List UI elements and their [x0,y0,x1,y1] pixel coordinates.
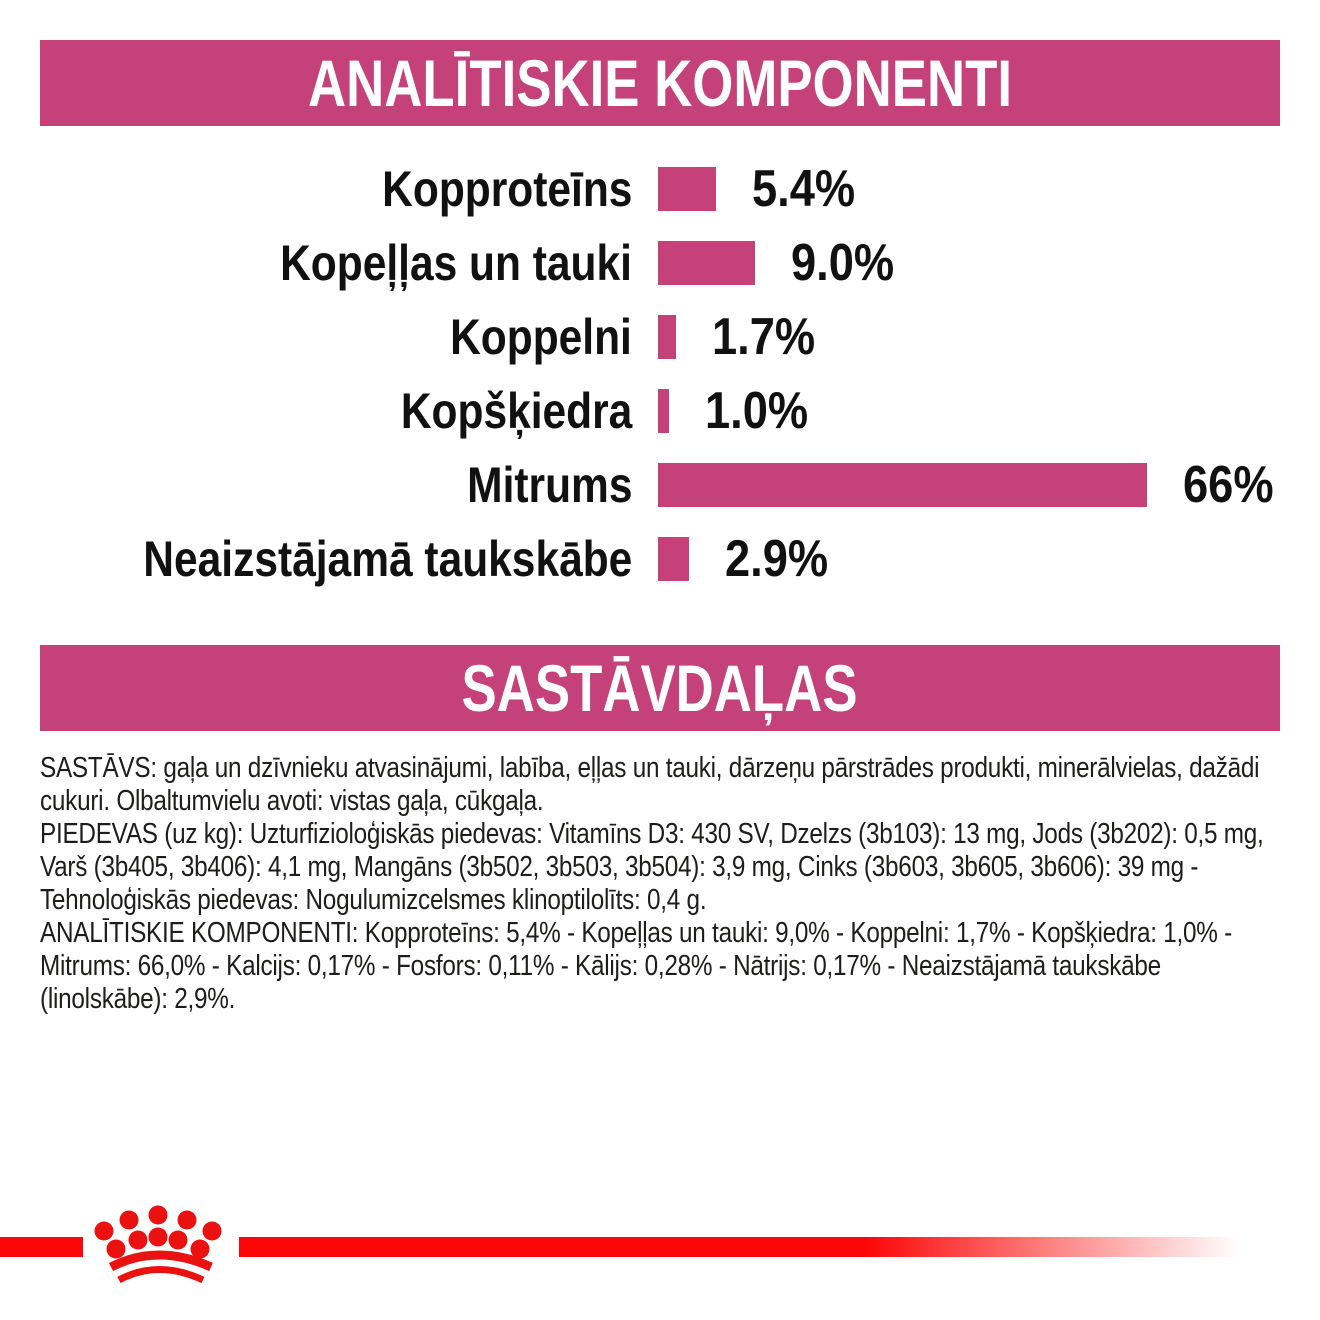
chart-category-label: Kopproteīns [381,161,632,217]
chart-bar [658,537,689,581]
chart-value-label: 2.9% [725,530,829,588]
footer-stripe-left [0,1237,83,1257]
chart-category-label: Neaizstājamā taukskābe [142,531,632,587]
chart-row [40,152,1300,226]
ingredients-title: SASTĀVDAĻAS [461,651,859,725]
chart-value-label: 9.0% [791,234,895,292]
chart-value-label: 1.0% [704,382,808,440]
analytical-components-banner [40,40,1280,126]
chart-category-label: Kopšķiedra [400,383,632,439]
chart-category-label: Koppelni [450,309,632,365]
analytical-components-bar-chart [40,152,1300,596]
analytical-constituents-paragraph: ANALĪTISKIE KOMPONENTI: Kopproteīns: 5,4% - Kopeļļas un tauki: 9,0% - Koppelni: 1,7% - Kopšķiedra: 1,0% - Mitrums: 66,0% - Kalcijs: 0,17% - Fosfors: 0,11% - Kālijs: 0,28% - Nātrijs: 0,17% - Neaizstājamā taukskābe (linolskābe): 2,9%. [40,917,1232,1015]
additives-paragraph: PIEDEVAS (uz kg): Uzturfizioloģiskās piedevas: Vitamīns D3: 430 SV, Dzelzs (3b103): 13 mg, Jods (3b202): 0,5 mg, Varš (3b405, 3b406): 4,1 mg, Mangāns (3b502, 3b503, 3b504): 3,9 mg, Cinks (3b603, 3b605, 3b606): 39 mg - Tehnoloģiskās piedevas: Nogulumizcelsmes klinoptilolīts: 0,4 g. [40,818,1264,916]
analytical-components-title: ANALĪTISKIE KOMPONENTI [307,46,1012,120]
chart-bar [658,167,716,211]
ingredients-text-block [40,752,1280,1016]
chart-value-label: 66% [1183,456,1274,514]
footer-stripe-right [239,1237,1250,1257]
royal-canin-crown-icon [85,1195,235,1300]
chart-row [40,374,1300,448]
chart-category-label: Kopeļļas un tauki [280,235,632,291]
chart-bar [658,241,755,285]
crown-base-arcs [111,1255,211,1280]
chart-row [40,226,1300,300]
chart-bar [658,389,669,433]
chart-row [40,448,1300,522]
chart-value-label: 1.7% [712,308,816,366]
chart-row [40,300,1300,374]
chart-bar [658,463,1147,507]
chart-category-label: Mitrums [466,457,632,513]
chart-row [40,522,1300,596]
composition-paragraph: SASTĀVS: gaļa un dzīvnieku atvasinājumi, labība, eļļas un tauki, dārzeņu pārstrādes produkti, minerālvielas, dažādi cukuri. Olbaltumvielu avoti: vistas gaļa, cūkgaļa. [40,752,1260,817]
chart-bar [658,315,676,359]
chart-value-label: 5.4% [752,160,856,218]
ingredients-banner [40,645,1280,731]
